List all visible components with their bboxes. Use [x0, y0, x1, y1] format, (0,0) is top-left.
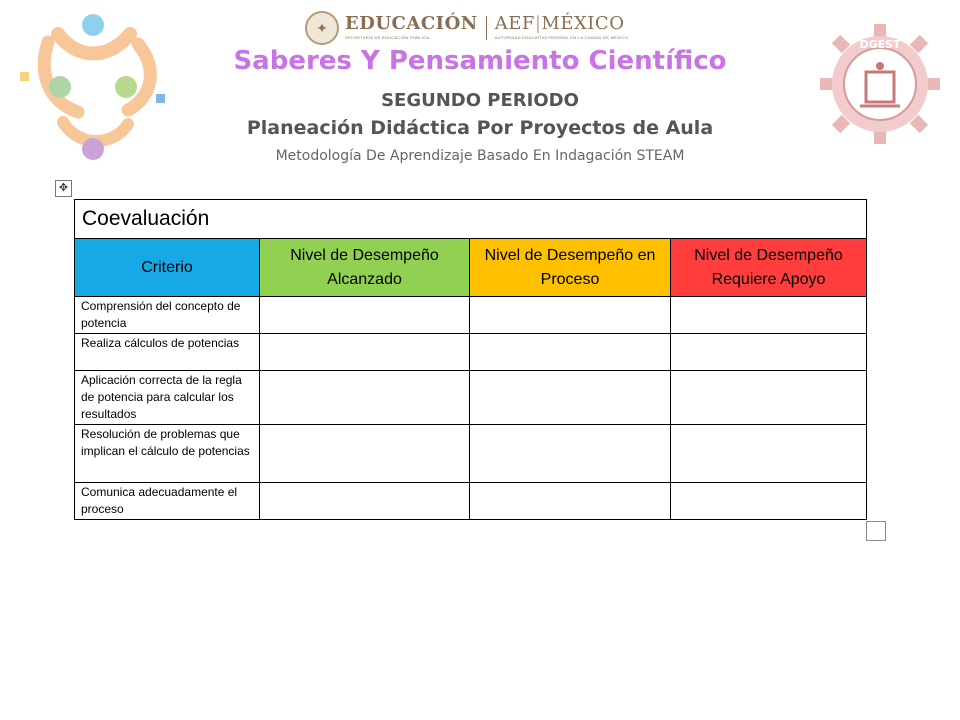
criterion-cell: Resolución de problemas que implican el cálculo de potencias — [75, 425, 260, 483]
resize-handle-icon[interactable] — [866, 521, 886, 541]
agency-logos — [305, 10, 645, 46]
rating-cell-requiere-apoyo[interactable] — [671, 483, 867, 520]
rating-cell-requiere-apoyo[interactable] — [671, 334, 867, 371]
header-criterio: Criterio — [75, 239, 260, 297]
rating-cell-en-proceso[interactable] — [470, 334, 671, 371]
mexico-text: MÉXICO — [541, 13, 625, 34]
logo-divider — [486, 16, 487, 40]
page-title: Saberes Y Pensamiento Científico — [233, 46, 727, 76]
rating-cell-en-proceso[interactable] — [470, 371, 671, 425]
colorful-people-logo — [18, 12, 168, 162]
planning-heading: Planeación Didáctica Por Proyectos de Aula — [246, 117, 714, 139]
educacion-text: EDUCACIÓN — [345, 13, 478, 34]
coevaluation-table — [74, 199, 867, 520]
table-caption: Coevaluación — [75, 200, 867, 239]
table-row — [75, 297, 867, 334]
rating-cell-alcanzado[interactable] — [260, 425, 470, 483]
criterion-cell: Realiza cálculos de potencias — [75, 334, 260, 371]
rating-cell-alcanzado[interactable] — [260, 297, 470, 334]
sep-subtitle: SECRETARÍA DE EDUCACIÓN PÚBLICA — [345, 35, 430, 40]
table-row — [75, 483, 867, 520]
rating-cell-alcanzado[interactable] — [260, 334, 470, 371]
header-alcanzado: Nivel de Desempeño Alcanzado — [260, 239, 470, 297]
period-heading: SEGUNDO PERIODO — [381, 90, 579, 111]
rating-cell-en-proceso[interactable] — [470, 425, 671, 483]
seal-text: DGEST — [859, 38, 901, 51]
mexico-seal-icon: ✦ — [305, 11, 339, 45]
table-row — [75, 371, 867, 425]
methodology-subheading: Metodología De Aprendizaje Basado En Indagación STEAM — [275, 148, 685, 164]
header-requiere-apoyo: Nivel de Desempeño Requiere Apoyo — [671, 239, 867, 297]
criterion-cell: Aplicación correcta de la regla de potencia para calcular los resultados — [75, 371, 260, 425]
educacion-logo — [345, 15, 478, 41]
rating-cell-en-proceso[interactable] — [470, 297, 671, 334]
rating-cell-requiere-apoyo[interactable] — [671, 371, 867, 425]
aef-subtitle: AUTORIDAD EDUCATIVA FEDERAL EN LA CIUDAD DE MÉXICO — [494, 35, 629, 40]
rating-cell-requiere-apoyo[interactable] — [671, 425, 867, 483]
rating-cell-requiere-apoyo[interactable] — [671, 297, 867, 334]
table-row — [75, 334, 867, 371]
aef-logo: AEF|MÉXICO AUTORIDAD EDUCATIVA FEDERAL EN LA CIUDAD DE MÉXICO — [494, 13, 629, 40]
criterion-cell: Comprensión del concepto de potencia — [75, 297, 260, 334]
rating-cell-alcanzado[interactable] — [260, 371, 470, 425]
aef-text: AEF — [494, 13, 535, 34]
rating-cell-alcanzado[interactable] — [260, 483, 470, 520]
move-arrows-icon[interactable]: ✥ — [55, 180, 72, 197]
header-en-proceso: Nivel de Desempeño en Proceso — [470, 239, 671, 297]
criterion-cell: Comunica adecuadamente el proceso — [75, 483, 260, 520]
rating-cell-en-proceso[interactable] — [470, 483, 671, 520]
table-row — [75, 425, 867, 483]
